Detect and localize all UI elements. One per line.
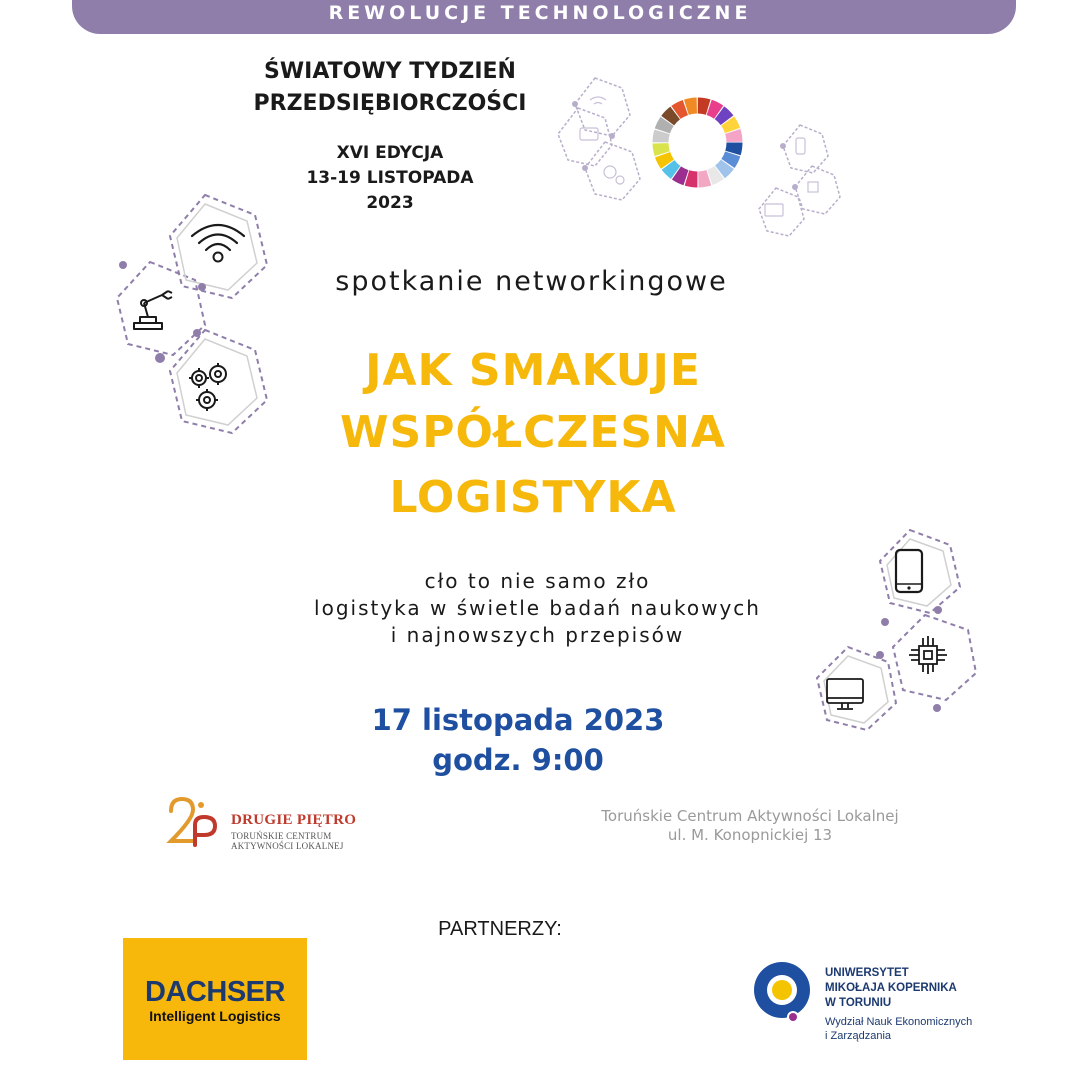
main-title-line2: WSPÓŁCZESNA	[340, 407, 726, 458]
color-wheel-icon	[650, 95, 745, 190]
description-line3: i najnowszych przepisów	[390, 623, 685, 647]
drugie-pietro-sub2: AKTYWNOŚCI LOKALNEJ	[231, 841, 344, 851]
week-title-line1: ŚWIATOWY TYDZIEŃ	[264, 59, 516, 84]
umk-line3: W TORUNIU	[825, 997, 892, 1009]
banner-text: REWOLUCJE TECHNOLOGICZNE	[328, 2, 752, 24]
event-dates: 13-19 LISTOPADA	[306, 168, 474, 188]
smartphone-icon	[894, 548, 924, 594]
drugie-pietro-name: DRUGIE PIĘTRO	[231, 812, 357, 828]
event-time: godz. 9:00	[432, 743, 604, 777]
drugie-pietro-sub1: TORUŃSKIE CENTRUM	[231, 831, 332, 841]
umk-line1: UNIWERSYTET	[825, 967, 909, 979]
umk-logo-icon	[752, 960, 814, 1024]
umk-line2: MIKOŁAJA KOPERNIKA	[825, 982, 957, 994]
umk-dept1: Wydział Nauk Ekonomicznych	[825, 1016, 973, 1028]
dachser-logo	[123, 938, 307, 1060]
event-date: 17 listopada 2023	[371, 703, 665, 737]
main-title-line3: LOGISTYKA	[389, 472, 677, 523]
main-title-line1: JAK SMAKUJE	[365, 345, 701, 396]
drugie-pietro-logo-icon	[165, 795, 227, 850]
partners-label: PARTNERZY:	[438, 918, 562, 940]
description-line1: cło to nie samo zło	[424, 569, 651, 593]
venue-address: ul. M. Konopnickiej 13	[667, 826, 833, 844]
event-year: 2023	[366, 193, 414, 213]
umk-dept2: i Zarządzania	[825, 1030, 892, 1042]
subtitle: spotkanie networkingowe	[335, 266, 728, 297]
chip-icon	[906, 633, 950, 677]
description-line2: logistyka w świetle badań naukowych	[314, 596, 761, 620]
dachser-tagline: Intelligent Logistics	[149, 1008, 281, 1024]
venue-name: Toruńskie Centrum Aktywności Lokalnej	[601, 807, 899, 825]
edition: XVI EDYCJA	[336, 143, 444, 163]
wifi-icon	[188, 220, 248, 264]
week-title-line2: PRZEDSIĘBIORCZOŚCI	[253, 91, 527, 116]
dachser-name: DACHSER	[145, 976, 285, 1008]
